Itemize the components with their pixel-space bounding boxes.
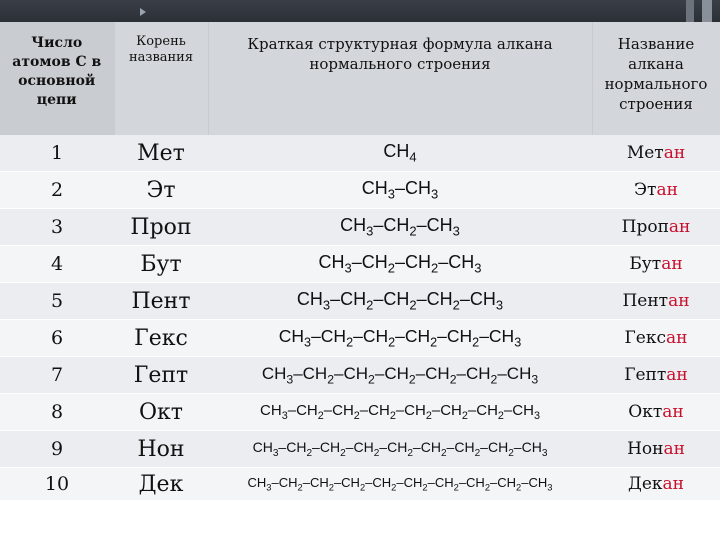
corner-tab-decoration xyxy=(702,0,712,22)
carbon-count-cell: 6 xyxy=(0,320,114,357)
carbon-count-cell: 4 xyxy=(0,246,114,283)
name-stem: Гепт xyxy=(624,365,667,385)
alkane-name-cell xyxy=(592,394,720,431)
alkane-name-cell xyxy=(592,246,720,283)
root-cell: Гекс xyxy=(114,320,208,357)
root-cell: Окт xyxy=(114,394,208,431)
name-stem: Пент xyxy=(622,291,669,311)
name-stem: Нон xyxy=(627,439,664,459)
alkane-name-cell xyxy=(592,209,720,246)
name-stem: Окт xyxy=(628,402,663,422)
alkane-name-cell xyxy=(592,468,720,501)
carbon-count-cell: 2 xyxy=(0,172,114,209)
formula-cell: $CH_3-CH_2-CH_2-CH_2-CH_3$ xyxy=(208,283,592,320)
formula-cell: $CH_3-CH_2-CH_2-CH_2-CH_2-CH_3$ xyxy=(208,320,592,357)
name-stem: Гекс xyxy=(624,328,666,348)
formula-cell: $CH_4$ xyxy=(208,135,592,172)
name-stem: Проп xyxy=(621,217,669,237)
slide-arrow-icon xyxy=(140,8,146,16)
carbon-count-cell: 9 xyxy=(0,431,114,468)
table-row xyxy=(0,246,720,283)
header-formula: Краткая структурная формула алкана нормального строения xyxy=(208,22,592,135)
root-cell: Эт xyxy=(114,172,208,209)
alkane-name-cell xyxy=(592,431,720,468)
formula-cell: $CH_3-CH_2-CH_3$ xyxy=(208,209,592,246)
header-name: Название алкана нормального строения xyxy=(592,22,720,135)
header-root: Корень названия xyxy=(114,22,208,135)
formula-cell: $CH_3-CH_2-CH_2-CH_2-CH_2-CH_2-CH_2-CH_2-CH_2-CH_3$ xyxy=(208,468,592,501)
table-header-row xyxy=(0,22,720,135)
root-cell: Мет xyxy=(114,135,208,172)
corner-tab-decoration xyxy=(686,0,694,22)
name-suffix: ан xyxy=(663,439,685,459)
carbon-count-cell: 3 xyxy=(0,209,114,246)
name-suffix: ан xyxy=(662,474,684,494)
formula-cell: $CH_3-CH_2-CH_2-CH_2-CH_2-CH_2-CH_3$ xyxy=(208,357,592,394)
name-suffix: ан xyxy=(662,402,684,422)
root-cell: Проп xyxy=(114,209,208,246)
formula-cell: $CH_3-CH_2-CH_2-CH_2-CH_2-CH_2-CH_2-CH_3$ xyxy=(208,394,592,431)
root-cell: Нон xyxy=(114,431,208,468)
name-stem: Бут xyxy=(629,254,662,274)
root-cell: Дек xyxy=(114,468,208,501)
name-suffix: ан xyxy=(663,143,686,163)
alkane-table xyxy=(0,22,720,501)
table-row xyxy=(0,468,720,501)
table-row xyxy=(0,431,720,468)
header-carbon-count: Число атомов С в основной цепи xyxy=(0,22,114,135)
carbon-count-cell: 1 xyxy=(0,135,114,172)
root-cell: Бут xyxy=(114,246,208,283)
table-row xyxy=(0,172,720,209)
formula-cell: $CH_3-CH_3$ xyxy=(208,172,592,209)
carbon-count-cell: 5 xyxy=(0,283,114,320)
name-suffix: ан xyxy=(661,254,683,274)
formula-cell: $CH_3-CH_2-CH_2-CH_2-CH_2-CH_2-CH_2-CH_2-CH_3$ xyxy=(208,431,592,468)
name-stem: Эт xyxy=(634,180,657,200)
name-suffix: ан xyxy=(666,365,688,385)
name-suffix: ан xyxy=(668,217,691,237)
formula-cell: $CH_3-CH_2-CH_2-CH_3$ xyxy=(208,246,592,283)
name-suffix: ан xyxy=(666,328,688,348)
alkane-name-cell xyxy=(592,357,720,394)
carbon-count-cell: 7 xyxy=(0,357,114,394)
root-cell: Гепт xyxy=(114,357,208,394)
window-top-bar xyxy=(0,0,720,22)
carbon-count-cell: 10 xyxy=(0,468,114,501)
alkane-name-cell xyxy=(592,135,720,172)
alkane-name-cell xyxy=(592,320,720,357)
name-stem: Дек xyxy=(628,474,663,494)
table-row xyxy=(0,394,720,431)
alkane-name-cell xyxy=(592,172,720,209)
name-suffix: ан xyxy=(668,291,690,311)
name-suffix: ан xyxy=(656,180,678,200)
carbon-count-cell: 8 xyxy=(0,394,114,431)
root-cell: Пент xyxy=(114,283,208,320)
table-row xyxy=(0,135,720,172)
table-row xyxy=(0,320,720,357)
table-row xyxy=(0,357,720,394)
name-stem: Мет xyxy=(626,143,664,163)
alkane-name-cell xyxy=(592,283,720,320)
table-row xyxy=(0,209,720,246)
table-row xyxy=(0,283,720,320)
